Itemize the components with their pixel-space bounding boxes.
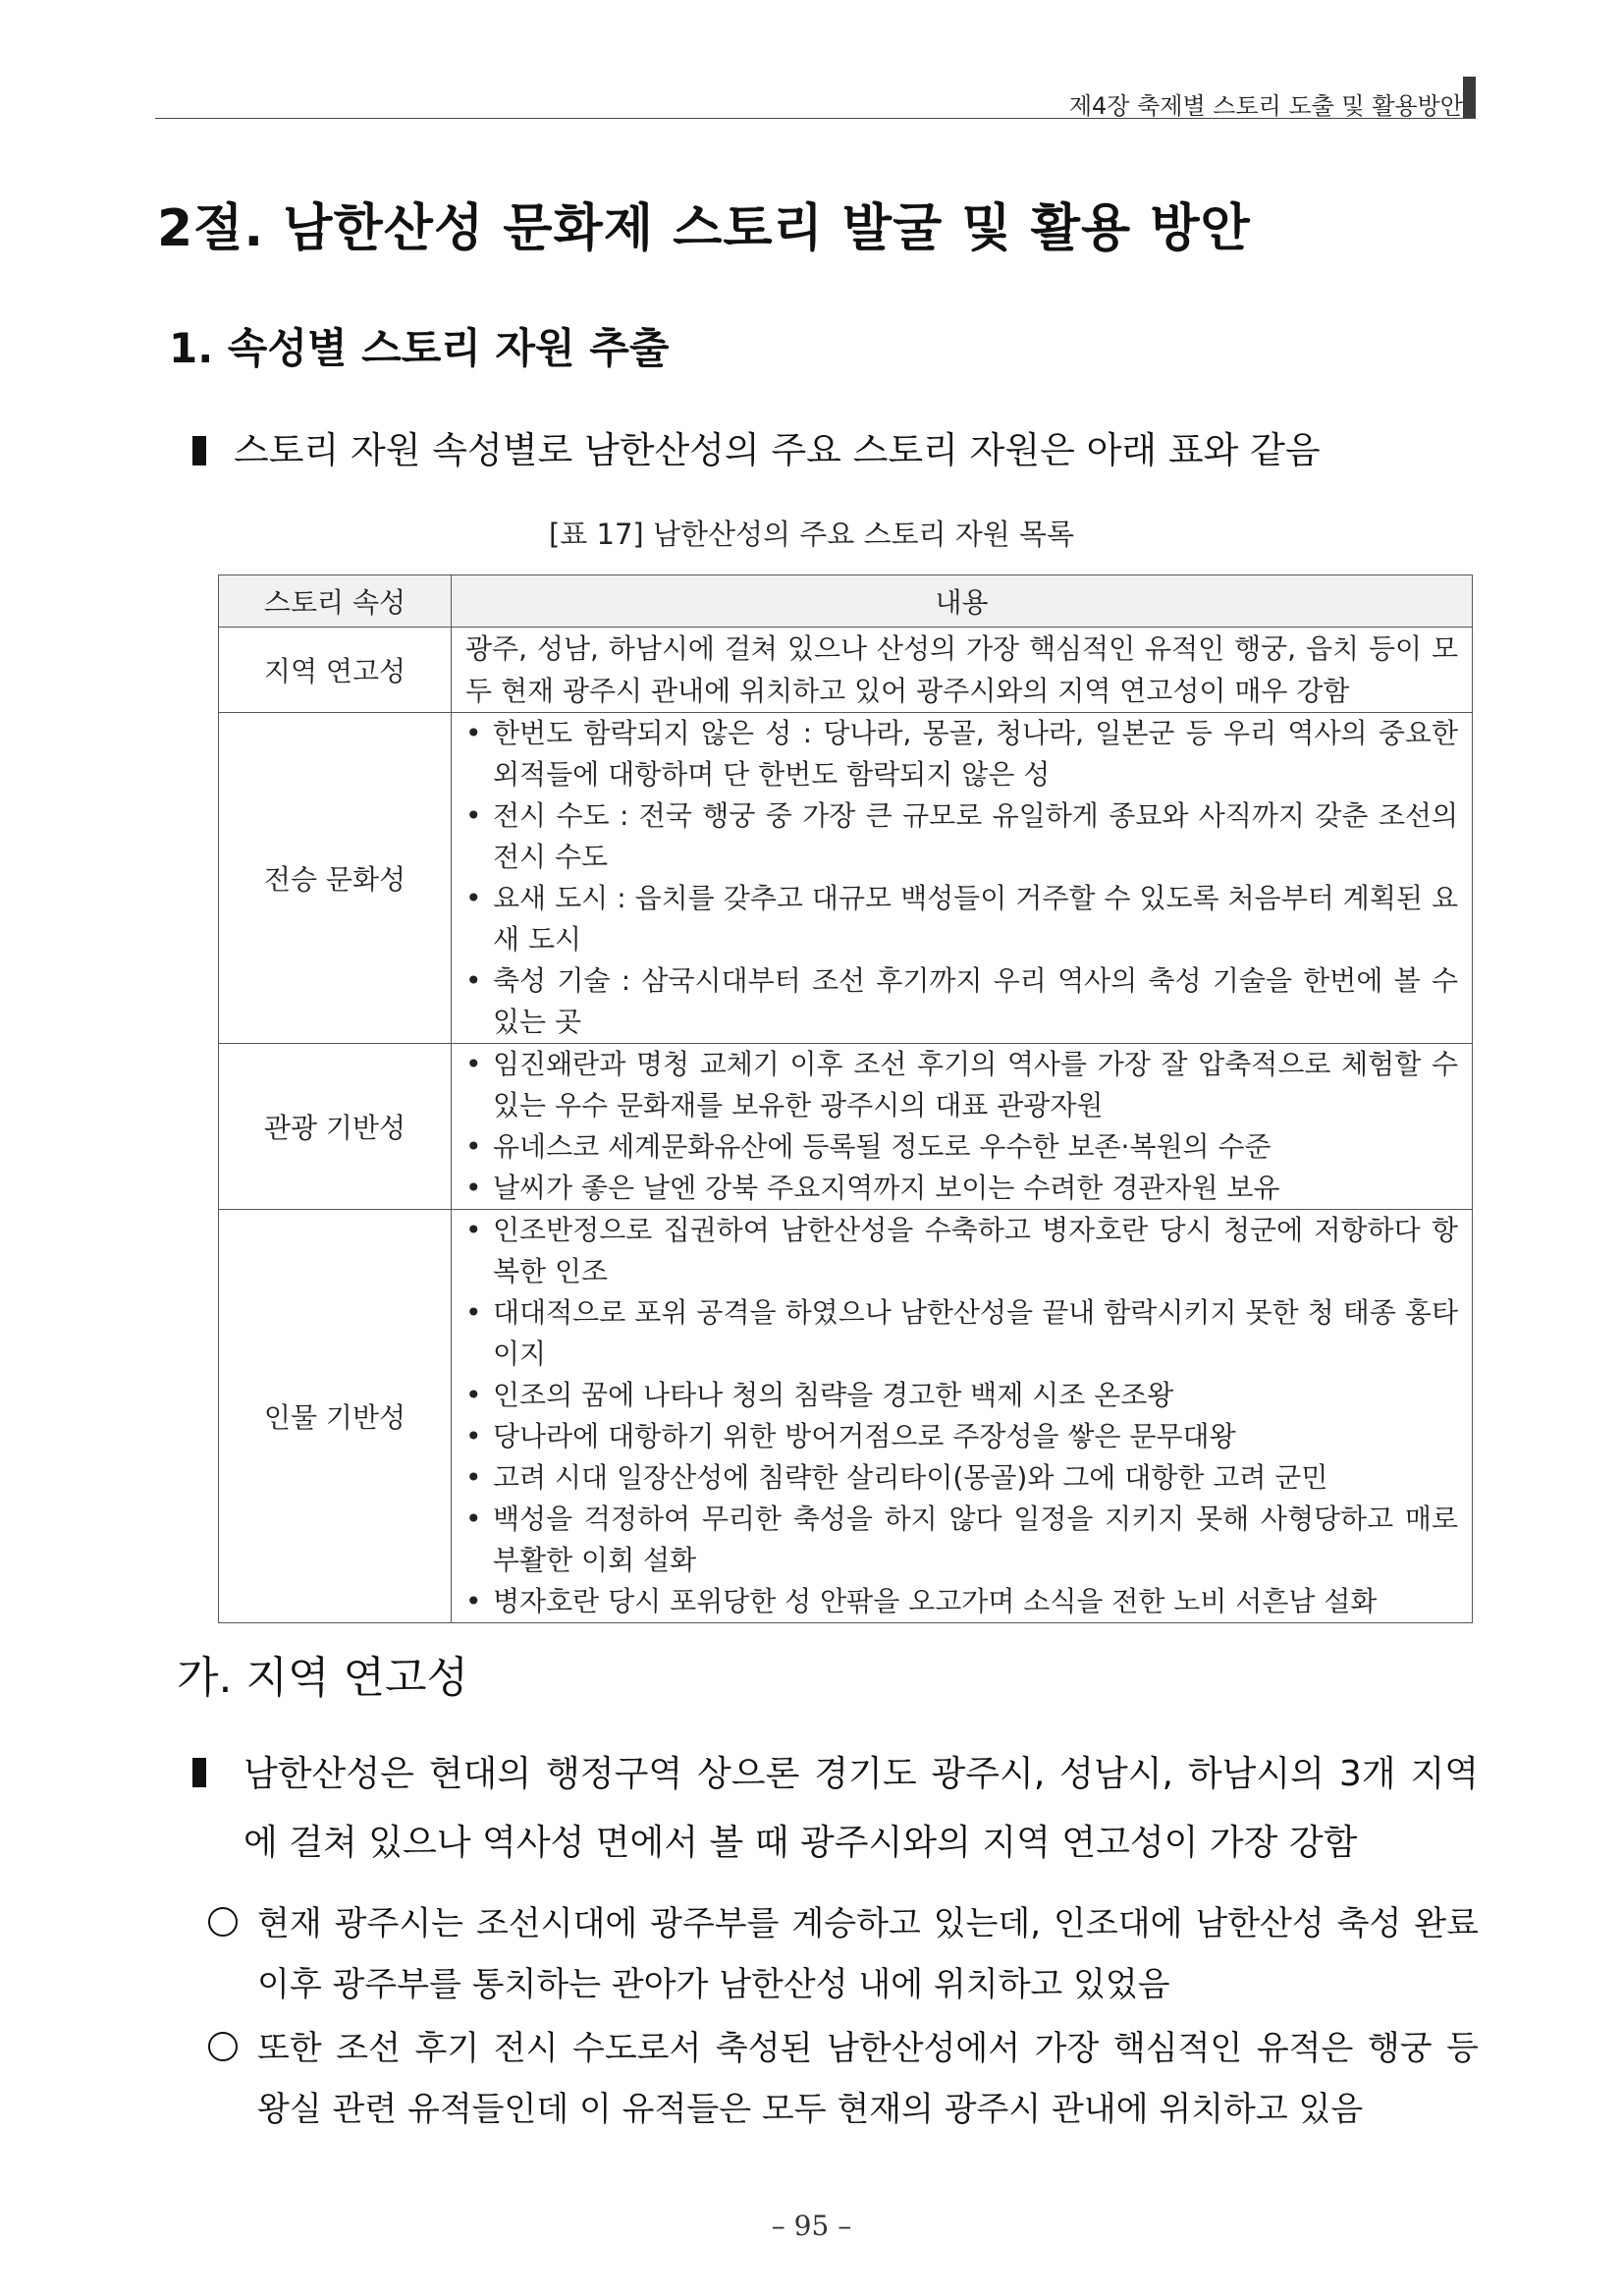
list-item: • 축성 기술 : 삼국시대부터 조선 후기까지 우리 역사의 축성 기술을 한번에 볼 수 있는 곳: [465, 960, 1458, 1043]
table-row: [219, 1210, 1473, 1623]
square-bullet-icon: [192, 1758, 206, 1787]
list-item: • 요새 도시 : 읍치를 갖추고 대규모 백성들이 거주할 수 있도록 처음부터 계획된 요새 도시: [465, 878, 1458, 960]
square-bullet-icon: [192, 436, 206, 465]
subsection-title: 1. 속성별 스토리 자원 추출: [169, 324, 670, 372]
list-item: • 전시 수도 : 전국 행궁 중 가장 큰 규모로 유일하게 종묘와 사직까지 갖춘 조선의 전시 수도: [465, 795, 1458, 878]
story-resource-table: [218, 574, 1473, 1623]
row-attribute: 인물 기반성: [219, 1210, 452, 1623]
subheading-regional: 가. 지역 연고성: [177, 1653, 468, 1703]
row-text: 광주, 성남, 하남시에 걸쳐 있으나 산성의 가장 핵심적인 유적인 행궁, 읍치 등이 모두 현재 광주시 관내에 위치하고 있어 광주시와의 지역 연고성이 매우 강함: [465, 632, 1458, 707]
main-bullet: [192, 1740, 1479, 1878]
intro-bullet: [192, 420, 1321, 473]
row-attribute: 관광 기반성: [219, 1044, 452, 1210]
list-item: • 인조반정으로 집권하여 남한산성을 수축하고 병자호란 당시 청군에 저항하다 항복한 인조: [465, 1210, 1458, 1292]
list-item: • 당나라에 대항하기 위한 방어거점으로 주장성을 쌓은 문무대왕: [465, 1416, 1458, 1457]
row-content: [452, 1210, 1473, 1623]
main-bullet-text: 남한산성은 현대의 행정구역 상으론 경기도 광주시, 성남시, 하남시의 3개 지역에 걸쳐 있으나 역사성 면에서 볼 때 광주시와의 지역 연고성이 가장 강함: [243, 1754, 1479, 1863]
row-content: [452, 628, 1473, 713]
header-content: 내용: [452, 575, 1473, 628]
table-row: [219, 713, 1473, 1044]
list-item: • 백성을 걱정하여 무리한 축성을 하지 않다 일정을 지키지 못해 사형당하고 매로 부활한 이회 설화: [465, 1499, 1458, 1581]
list-item: • 고려 시대 일장산성에 침략한 살리타이(몽골)와 그에 대항한 고려 군민: [465, 1457, 1458, 1499]
circle-item-text: 또한 조선 후기 전시 수도로서 축성된 남한산성에서 가장 핵심적인 유적은 행궁 등 왕실 관련 유적들인데 이 유적들은 모두 현재의 광주시 관내에 위치하고 있음: [257, 2029, 1479, 2129]
list-item: • 한번도 함락되지 않은 성 : 당나라, 몽골, 청나라, 일본군 등 우리 역사의 중요한 외적들에 대항하며 단 한번도 함락되지 않은 성: [465, 713, 1458, 795]
header-rule: [155, 118, 1476, 119]
intro-bullet-text: 스토리 자원 속성별로 남한산성의 주요 스토리 자원은 아래 표와 같음: [234, 429, 1321, 471]
table-row: [219, 628, 1473, 713]
circle-item-text: 현재 광주시는 조선시대에 광주부를 계승하고 있는데, 인조대에 남한산성 축성 완료 이후 광주부를 통치하는 관아가 남한산성 내에 위치하고 있었음: [257, 1904, 1479, 2004]
table-caption: [표 17] 남한산성의 주요 스토리 자원 목록: [548, 518, 1075, 551]
table-header-row: [219, 575, 1473, 628]
row-content: [452, 713, 1473, 1044]
row-attribute: 전승 문화성: [219, 713, 452, 1044]
section-title: 2절. 남한산성 문화제 스토리 발굴 및 활용 방안: [157, 199, 1251, 258]
header-bar: [1463, 77, 1476, 119]
row-attribute: 지역 연고성: [219, 628, 452, 713]
circle-bullet-icon: [208, 2032, 238, 2061]
page-number: – 95 –: [771, 2210, 852, 2242]
circle-bullet-icon: [208, 1907, 238, 1937]
list-item: • 병자호란 당시 포위당한 성 안팎을 오고가며 소식을 전한 노비 서흔남 설화: [465, 1581, 1458, 1622]
table-row: [219, 1044, 1473, 1210]
list-item: • 대대적으로 포위 공격을 하였으나 남한산성을 끝내 함락시키지 못한 청 태종 홍타이지: [465, 1292, 1458, 1375]
list-item: • 유네스코 세계문화유산에 등록될 정도로 우수한 보존·복원의 수준: [465, 1126, 1458, 1168]
running-header: 제4장 축제별 스토리 도출 및 활용방안: [1068, 92, 1463, 120]
row-content: [452, 1044, 1473, 1210]
list-item: • 날씨가 좋은 날엔 강북 주요지역까지 보이는 수려한 경관자원 보유: [465, 1168, 1458, 1209]
header-attribute: 스토리 속성: [219, 575, 452, 628]
circle-item: [208, 2018, 1479, 2140]
list-item: • 임진왜란과 명청 교체기 이후 조선 후기의 역사를 가장 잘 압축적으로 체험할 수 있는 우수 문화재를 보유한 광주시의 대표 관광자원: [465, 1044, 1458, 1126]
circle-item: [208, 1893, 1479, 2015]
list-item: • 인조의 꿈에 나타나 청의 침략을 경고한 백제 시조 온조왕: [465, 1375, 1458, 1416]
